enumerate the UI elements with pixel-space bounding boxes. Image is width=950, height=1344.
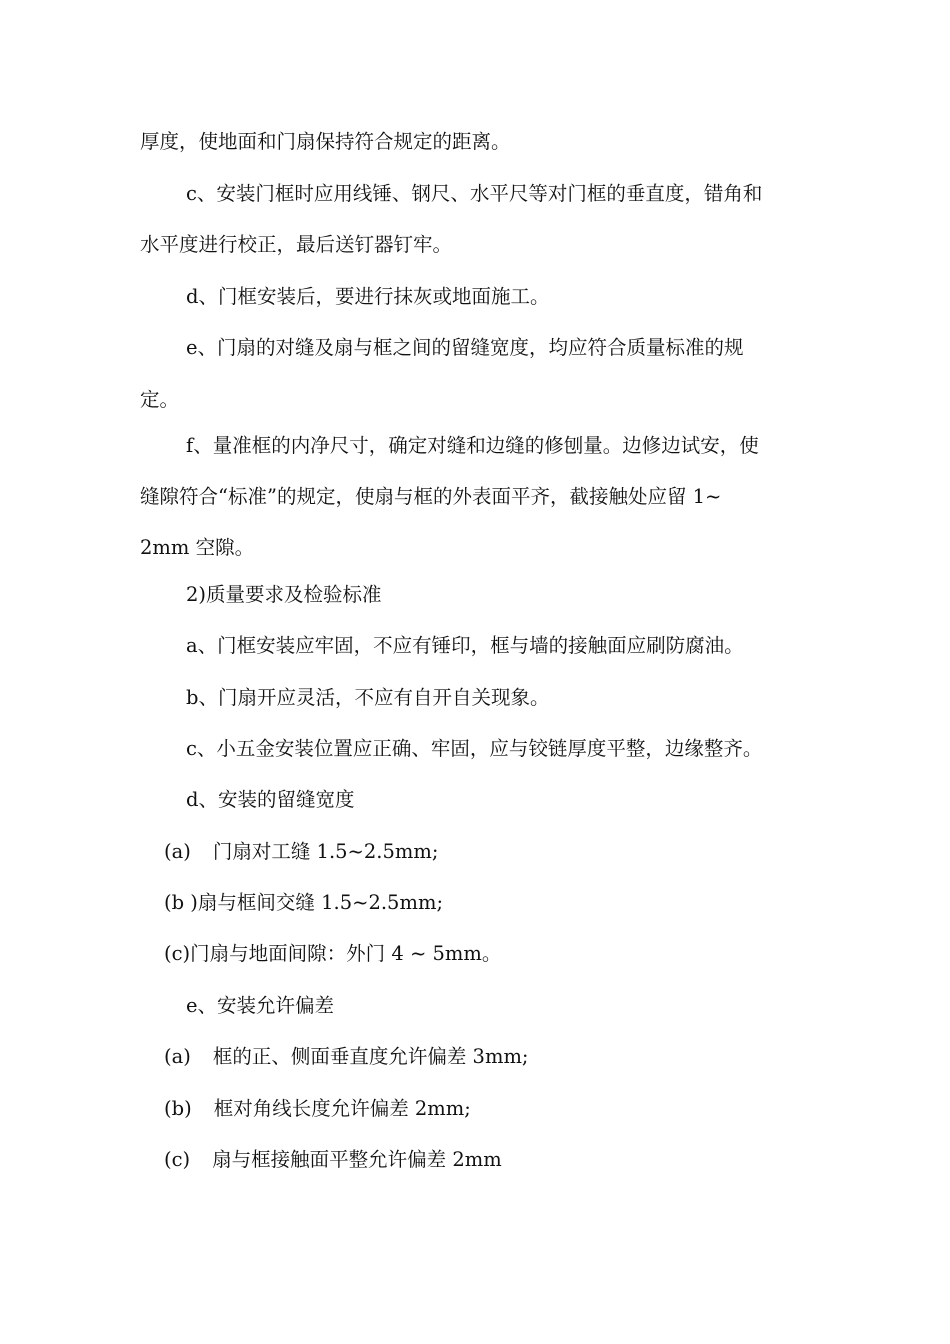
list-item-label: (a) xyxy=(164,840,191,863)
list-item xyxy=(164,1147,844,1173)
list-item-label: (b) xyxy=(164,1097,192,1120)
paragraph-line: f、量准框的内净尺寸，确定对缝和边缝的修刨量。边修边试安，使 xyxy=(186,434,759,457)
paragraph-line: 缝隙符合“标准”的规定，使扇与框的外表面平齐，截接触处应留 1~ xyxy=(140,485,722,508)
list-item xyxy=(164,839,844,865)
list-item xyxy=(164,890,844,916)
paragraph-line: a、门框安装应牢固，不应有锤印，框与墙的接触面应刷防腐油。 xyxy=(186,634,744,657)
paragraph-line: b、门扇开应灵活，不应有自开自关现象。 xyxy=(186,686,550,709)
list-item-label: (a) xyxy=(164,1045,191,1068)
section-heading: e、安装允许偏差 xyxy=(186,994,335,1017)
paragraph-line: c、安装门框时应用线锤、钢尺、水平尺等对门框的垂直度，错角和 xyxy=(186,182,763,205)
list-item-text: 门扇对工缝 1.5~2.5mm; xyxy=(212,840,439,863)
paragraph-line: 水平度进行校正，最后送钉器钉牢。 xyxy=(140,233,453,256)
list-item-text: 框的正、侧面垂直度允许偏差 3mm; xyxy=(212,1045,529,1068)
paragraph-line: 定。 xyxy=(140,388,180,411)
paragraph-line: d、门框安装后，要进行抹灰或地面施工。 xyxy=(186,285,550,308)
list-item-text: 框对角线长度允许偏差 2mm; xyxy=(213,1097,471,1120)
paragraph-line: 厚度，使地面和门扇保持符合规定的距离。 xyxy=(140,130,511,153)
list-item xyxy=(164,1096,844,1122)
list-item-label: (b )扇与框间交缝 1.5~2.5mm; xyxy=(164,891,444,914)
paragraph-line: e、门扇的对缝及扇与框之间的留缝宽度，均应符合质量标准的规 xyxy=(186,336,744,359)
list-item xyxy=(164,941,844,967)
list-item xyxy=(164,1044,844,1070)
list-item-text: 扇与框接触面平整允许偏差 2mm xyxy=(212,1148,502,1171)
paragraph-line: 2mm 空隙。 xyxy=(140,536,255,559)
section-heading: 2)质量要求及检验标准 xyxy=(186,583,382,606)
list-item-label: (c) xyxy=(164,1148,191,1171)
paragraph-line: d、安装的留缝宽度 xyxy=(186,788,355,811)
paragraph-line: c、小五金安装位置应正确、牢固，应与铰链厚度平整，边缘整齐。 xyxy=(186,737,763,760)
list-item-label: (c)门扇与地面间隙：外门 4 ~ 5mm。 xyxy=(164,942,502,965)
